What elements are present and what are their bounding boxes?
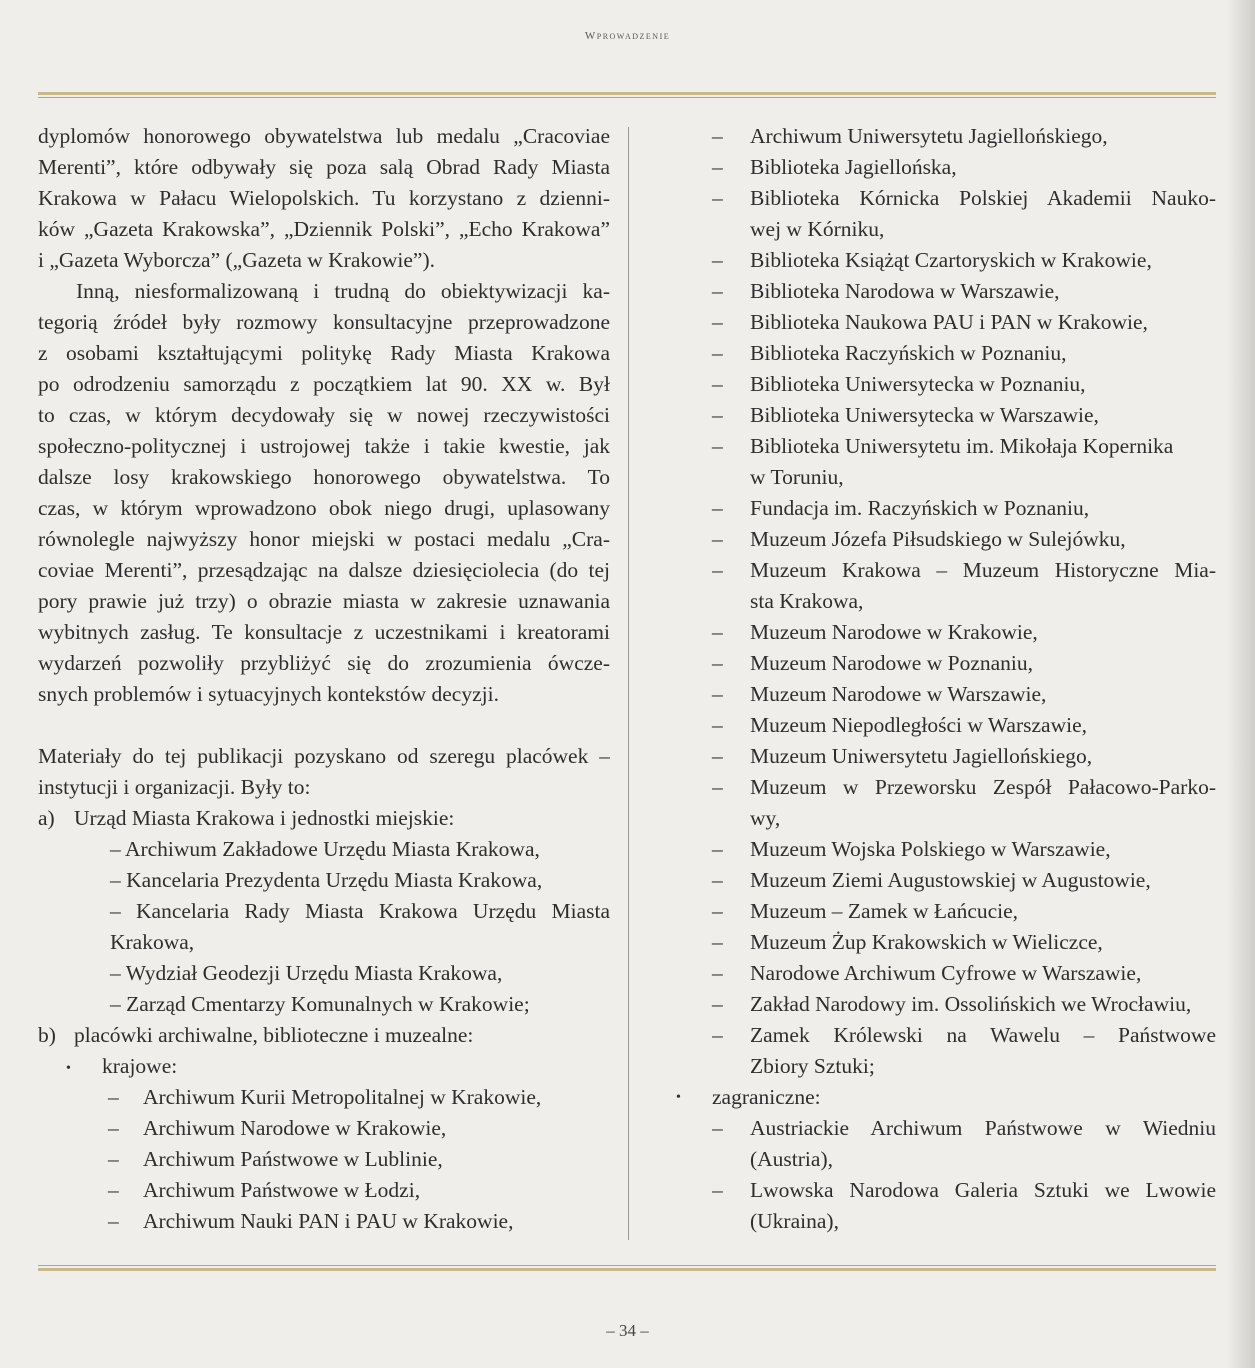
list-item: – Archiwum Kurii Metropolitalnej w Krakowie, bbox=[38, 1082, 610, 1113]
list-item: – Archiwum Państwowe w Lublinie, bbox=[38, 1144, 610, 1175]
text-line: Materiały do tej publikacji pozyskano od szeregu placówek – bbox=[38, 744, 610, 768]
list-item-cont: wy, bbox=[750, 806, 781, 830]
list-label: a) bbox=[38, 806, 55, 830]
text-line: snych problemów i sytuacyjnych kontekstów decyzji. bbox=[38, 682, 499, 706]
list-item: – Biblioteka Kórnicka Polskiej Akademii Nauko- bbox=[712, 186, 1216, 210]
bullet-icon: • bbox=[676, 1090, 681, 1105]
list-item-cont: (Ukraina), bbox=[750, 1209, 839, 1233]
list-item: – Muzeum Narodowe w Warszawie, bbox=[712, 682, 1047, 706]
list-item: – Biblioteka Uniwersytecka w Warszawie, bbox=[712, 403, 1099, 427]
list-text: Urząd Miasta Krakowa i jednostki miejskie: bbox=[74, 806, 455, 830]
page-gutter-shadow bbox=[1226, 0, 1255, 1368]
text-line: społeczno-politycznej i ustrojowej także i takie kwestie, jak bbox=[38, 434, 610, 458]
paragraph-3 bbox=[38, 741, 610, 803]
text-line: równolegle najwyższy honor miejski w postaci medalu „Cra- bbox=[38, 527, 610, 551]
list-item: – Zakład Narodowy im. Ossolińskich we Wrocławiu, bbox=[712, 992, 1192, 1016]
list-item: – Biblioteka Jagiellońska, bbox=[712, 155, 957, 179]
sub-item-cont: Krakowa, bbox=[110, 930, 195, 954]
text-line: dalsze losy krakowskiego honorowego obywatelstwa. To bbox=[38, 465, 610, 489]
text-line: to czas, w którym decydowały się w nowej rzeczywistości bbox=[38, 403, 610, 427]
list-item: – Muzeum Niepodległości w Warszawie, bbox=[712, 713, 1087, 737]
text-line: instytucji i organizacji. Były to: bbox=[38, 775, 311, 799]
list-item: – Archiwum Nauki PAN i PAU w Krakowie, bbox=[38, 1206, 610, 1237]
sub-item: – Archiwum Zakładowe Urzędu Miasta Krakowa, bbox=[110, 837, 540, 861]
list-item: – Biblioteka Uniwersytetu im. Mikołaja Kopernika bbox=[712, 434, 1174, 458]
sub-item: – Kancelaria Rady Miasta Krakowa Urzędu Miasta bbox=[110, 899, 610, 923]
list-item: – Austriackie Archiwum Państwowe w Wiedniu bbox=[712, 1116, 1216, 1140]
list-item: – Muzeum – Zamek w Łańcucie, bbox=[712, 899, 1019, 923]
list-item: – Biblioteka Narodowa w Warszawie, bbox=[712, 279, 1060, 303]
list-item: – Lwowska Narodowa Galeria Sztuki we Lwowie bbox=[712, 1178, 1216, 1202]
sub-item: – Kancelaria Prezydenta Urzędu Miasta Krakowa, bbox=[110, 868, 543, 892]
list-item: – Archiwum Uniwersytetu Jagiellońskiego, bbox=[712, 124, 1108, 148]
dash: – bbox=[108, 1085, 119, 1109]
list-item: – Fundacja im. Raczyńskich w Poznaniu, bbox=[712, 496, 1090, 520]
list-label: b) bbox=[38, 1023, 56, 1047]
list-item-cont: (Austria), bbox=[750, 1147, 833, 1171]
list-item: – Biblioteka Uniwersytecka w Poznaniu, bbox=[712, 372, 1086, 396]
dash: – bbox=[108, 1147, 119, 1171]
page-number: – 34 – bbox=[606, 1321, 649, 1340]
list-item: – Narodowe Archiwum Cyfrowe w Warszawie, bbox=[712, 961, 1142, 985]
list-item: – Muzeum Ziemi Augustowskiej w Augustowie, bbox=[712, 868, 1151, 892]
text-line: Krakowa w Pałacu Wielopolskich. Tu korzystano z dzienni- bbox=[38, 186, 610, 210]
text-line: z osobami kształtującymi politykę Rady Miasta Krakowa bbox=[38, 341, 610, 365]
list-item-cont: Zbiory Sztuki; bbox=[750, 1054, 875, 1078]
text-line: czas, w którym wprowadzono obok niego drugi, uplasowany bbox=[38, 496, 610, 520]
list-text: placówki archiwalne, biblioteczne i muzealne: bbox=[74, 1023, 474, 1047]
list-item: – Muzeum w Przeworsku Zespół Pałacowo-Parko- bbox=[712, 775, 1216, 799]
list-item: – Muzeum Józefa Piłsudskiego w Sulejówku, bbox=[712, 527, 1126, 551]
domestic-label: krajowe: bbox=[102, 1054, 178, 1078]
paragraph-1 bbox=[38, 121, 610, 276]
list-item: – Muzeum Wojska Polskiego w Warszawie, bbox=[712, 837, 1111, 861]
right-column bbox=[676, 121, 1216, 1237]
domestic-heading bbox=[38, 1051, 610, 1082]
list-item: – Biblioteka Książąt Czartoryskich w Krakowie, bbox=[712, 248, 1152, 272]
list-item-cont: w Toruniu, bbox=[750, 465, 844, 489]
list-item: – Muzeum Krakowa – Muzeum Historyczne Mia- bbox=[712, 558, 1216, 582]
list-item: – Muzeum Narodowe w Poznaniu, bbox=[712, 651, 1034, 675]
text-line: Inną, niesformalizowaną i trudną do obiektywizacji ka- bbox=[76, 279, 610, 303]
foreign-heading bbox=[676, 1082, 1216, 1113]
text-line: tegorią źródeł były rozmowy konsultacyjne przeprowadzone bbox=[38, 310, 610, 334]
foreign-label: zagraniczne: bbox=[712, 1085, 821, 1109]
list-item-b bbox=[38, 1020, 610, 1051]
spacer bbox=[38, 710, 610, 741]
left-column bbox=[38, 121, 610, 1237]
text-line: dyplomów honorowego obywatelstwa lub medalu „Cracoviae bbox=[38, 124, 610, 148]
list-item: – Biblioteka Raczyńskich w Poznaniu, bbox=[712, 341, 1067, 365]
list-item: – Muzeum Żup Krakowskich w Wieliczce, bbox=[712, 930, 1103, 954]
text-line: i „Gazeta Wyborcza” („Gazeta w Krakowie”). bbox=[38, 248, 436, 272]
text-line: ków „Gazeta Krakowska”, „Dziennik Polski”, „Echo Krakowa” bbox=[38, 217, 610, 241]
text-line: wybitnych zasług. Te konsultacje z uczestnikami i kreatorami bbox=[38, 620, 610, 644]
sub-item: – Zarząd Cmentarzy Komunalnych w Krakowie; bbox=[110, 992, 530, 1016]
bullet-icon: • bbox=[66, 1060, 71, 1076]
list-item: – Muzeum Uniwersytetu Jagiellońskiego, bbox=[712, 744, 1093, 768]
top-rule bbox=[38, 92, 1216, 98]
text-line: po odrodzeniu samorządu z początkiem lat 90. XX w. Był bbox=[38, 372, 610, 396]
column-divider bbox=[628, 127, 629, 1240]
dash: – bbox=[108, 1209, 119, 1233]
bottom-rule bbox=[38, 1265, 1216, 1271]
sub-item: – Wydział Geodezji Urzędu Miasta Krakowa, bbox=[110, 961, 503, 985]
list-item: – Biblioteka Naukowa PAU i PAN w Krakowie, bbox=[712, 310, 1148, 334]
dash: – bbox=[108, 1116, 119, 1140]
text-line: coviae Merenti”, przesądzając na dalsze dziesięciolecia (do tej bbox=[38, 558, 610, 582]
dash: – bbox=[108, 1178, 119, 1202]
list-item: – Archiwum Narodowe w Krakowie, bbox=[38, 1113, 610, 1144]
text-line: pory prawie już trzy) o obrazie miasta w zakresie uznawania bbox=[38, 589, 610, 613]
list-item: – Muzeum Narodowe w Krakowie, bbox=[712, 620, 1038, 644]
list-item-cont: wej w Kórniku, bbox=[750, 217, 885, 241]
paragraph-2 bbox=[38, 276, 610, 710]
list-item-cont: sta Krakowa, bbox=[750, 589, 864, 613]
list-item-a bbox=[38, 803, 610, 834]
list-item: – Archiwum Państwowe w Łodzi, bbox=[38, 1175, 610, 1206]
text-line: wydarzeń pozwoliły przybliżyć się do zrozumienia ówcze- bbox=[38, 651, 610, 675]
list-item: – Zamek Królewski na Wawelu – Państwowe bbox=[712, 1023, 1216, 1047]
text-line: Merenti”, które odbywały się poza salą Obrad Rady Miasta bbox=[38, 155, 610, 179]
running-head: Wprowadzenie bbox=[584, 30, 671, 42]
